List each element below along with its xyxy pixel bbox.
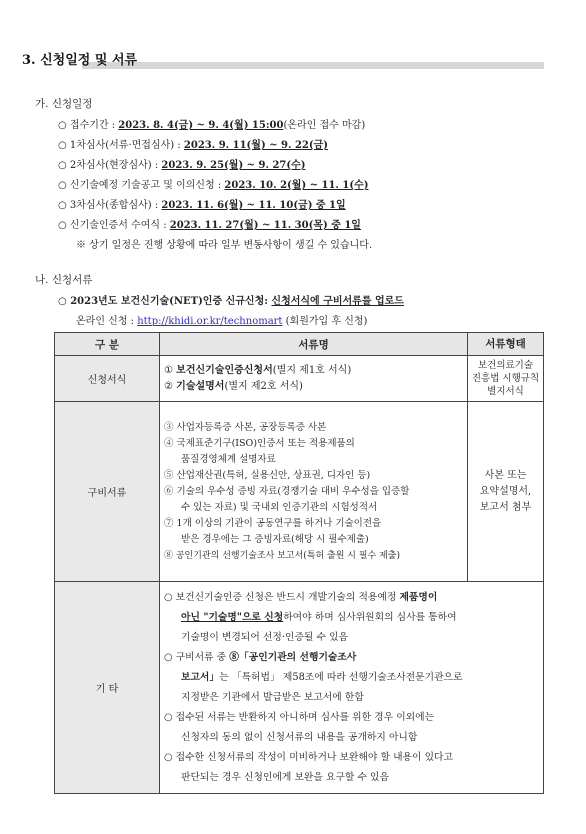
schedule-item bbox=[58, 196, 346, 211]
schedule-item bbox=[58, 216, 361, 231]
note-line: 신청자의 동의 없이 신청서류의 내용을 공개하지 아니함 bbox=[181, 731, 418, 743]
note-line: 판단되는 경우 신청인에게 보완을 요구할 수 있음 bbox=[181, 771, 389, 783]
doc-item: ⑤ 산업재산권(특허, 실용신안, 상표권, 디자인 등) bbox=[164, 469, 371, 481]
table-header-category: 구 분 bbox=[55, 333, 160, 356]
note-emphasis: 아닌 "기술명"으로 신청 bbox=[181, 611, 284, 623]
note-line: ○ 접수한 신청서류의 작성이 미비하거나 보완해야 할 내용이 있다고 bbox=[164, 751, 453, 763]
online-apply-prefix: 온라인 신청 : bbox=[76, 316, 138, 327]
note-line bbox=[164, 668, 539, 688]
note-emphasis: 제품명이 bbox=[399, 591, 438, 603]
row-category: 신청서식 bbox=[55, 356, 160, 402]
section-title: 3. 신청일정 및 서류 bbox=[22, 53, 138, 68]
note-line: 지정받은 기관에서 발급받은 보고서에 한함 bbox=[181, 691, 364, 703]
doc-item: 품질경영체계 설명자료 bbox=[181, 453, 276, 465]
schedule-item bbox=[58, 156, 305, 171]
form-line: 보고서 첨부 bbox=[479, 501, 532, 513]
table-header-form: 서류형태 bbox=[468, 333, 544, 356]
note-emphasis: 보고서」 bbox=[181, 671, 220, 683]
doc-item-title: 보건신기술인증신청서 bbox=[176, 364, 273, 376]
note-line bbox=[164, 648, 539, 668]
doc-item-num: ① bbox=[164, 364, 177, 376]
section-title-underbar bbox=[82, 62, 544, 69]
doc-item: 수 있는 자료) 및 국내외 인증기관의 시험성적서 bbox=[181, 501, 378, 513]
row-form bbox=[468, 402, 544, 582]
schedule-item-label: ○ 신기술인증서 수여식 : bbox=[58, 220, 170, 231]
table-row bbox=[55, 356, 544, 402]
table-header-row bbox=[55, 333, 544, 356]
note-text: 는 「특허법」 제58조에 따라 선행기술조사전문기관으로 bbox=[219, 671, 463, 683]
documents-table bbox=[54, 332, 544, 794]
online-apply-line bbox=[76, 312, 367, 327]
schedule-item-date: 2023. 11. 6(월) ~ 11. 10(금) 중 1일 bbox=[161, 200, 346, 211]
note-text: ○ 구비서류 중 bbox=[164, 651, 230, 663]
doc-item: ⑧ 공인기관의 선행기술조사 보고서(특허 출원 시 필수 제출) bbox=[164, 550, 401, 561]
note-text: ○ 보건신기술인증 신청은 반드시 개발기술의 적용예정 bbox=[164, 591, 400, 603]
schedule-item bbox=[58, 116, 365, 131]
documents-intro bbox=[58, 292, 404, 307]
doc-item-num: ② bbox=[164, 380, 177, 392]
row-notes bbox=[160, 582, 544, 794]
note-line: 기술명이 변경되어 선정·인증될 수 있음 bbox=[181, 631, 348, 643]
note-text: 하여야 하며 심사위원회의 심사를 통하여 bbox=[283, 611, 457, 623]
row-documents bbox=[160, 356, 468, 402]
form-line: 요약설명서, bbox=[479, 485, 532, 497]
schedule-item-suffix: (온라인 접수 마감) bbox=[283, 120, 366, 131]
note-line: ○ 접수된 서류는 반환하지 아니하며 심사를 위한 경우 이외에는 bbox=[164, 711, 435, 723]
form-line: 사본 또는 bbox=[484, 469, 527, 481]
schedule-item-date: 2023. 9. 25(월) ~ 9. 27(수) bbox=[161, 160, 306, 171]
note-emphasis: ⑧「공인기관의 선행기술조사 bbox=[229, 651, 357, 663]
schedule-item-label: ○ 신기술예정 기술공고 및 이의신청 : bbox=[58, 180, 225, 191]
documents-heading: 나. 신청서류 bbox=[35, 274, 93, 286]
schedule-heading: 가. 신청일정 bbox=[35, 98, 93, 110]
doc-item: ③ 사업자등록증 사본, 공장등록증 사본 bbox=[164, 421, 327, 433]
schedule-item-label: ○ 2차심사(현장심사) : bbox=[58, 160, 162, 171]
online-apply-link[interactable]: http://khidi.or.kr/technomart bbox=[137, 316, 283, 327]
schedule-item-date: 2023. 11. 27(월) ~ 11. 30(목) 중 1일 bbox=[169, 220, 361, 231]
doc-item-note: (별지 제1호 서식) bbox=[272, 364, 352, 376]
schedule-item bbox=[58, 176, 368, 191]
doc-item-title: 기술설명서 bbox=[176, 380, 225, 392]
doc-item bbox=[164, 363, 463, 379]
schedule-item-date: 2023. 9. 11(월) ~ 9. 22(금) bbox=[183, 140, 328, 151]
doc-item: ④ 국제표준기구(ISO)인증서 또는 적용제품의 bbox=[164, 437, 355, 449]
doc-item-note: (별지 제2호 서식) bbox=[224, 380, 303, 392]
row-form bbox=[468, 356, 544, 402]
schedule-item-label: ○ 접수기간 : bbox=[58, 120, 119, 131]
schedule-item-label: ○ 3차심사(종합심사) : bbox=[58, 200, 162, 211]
row-category: 구비서류 bbox=[55, 402, 160, 582]
note-line bbox=[164, 608, 539, 628]
note-line bbox=[164, 588, 539, 608]
row-documents bbox=[160, 402, 468, 582]
doc-item: ⑦ 1개 이상의 기관이 공동연구를 하거나 기술이전을 bbox=[164, 517, 382, 529]
schedule-note: ※ 상기 일정은 진행 상황에 따라 일부 변동사항이 생길 수 있습니다. bbox=[76, 240, 373, 251]
schedule-item-date: 2023. 8. 4(금) ~ 9. 4(월) 15:00 bbox=[118, 120, 284, 131]
online-apply-suffix: (회원가입 후 신청) bbox=[282, 316, 368, 327]
form-line: 보건의료기술 bbox=[477, 360, 534, 371]
table-row bbox=[55, 402, 544, 582]
table-row bbox=[55, 582, 544, 794]
form-line: 진흥법 시행규칙 bbox=[471, 373, 540, 384]
row-category: 기 타 bbox=[55, 582, 160, 794]
doc-item: ⑥ 기술의 우수성 증빙 자료(경쟁기술 대비 우수성을 입증할 bbox=[164, 485, 410, 497]
doc-item bbox=[164, 379, 463, 395]
table-header-document: 서류명 bbox=[160, 333, 468, 356]
schedule-item-date: 2023. 10. 2(월) ~ 11. 1(수) bbox=[224, 180, 369, 191]
schedule-item-label: ○ 1차심사(서류·면접심사) : bbox=[58, 140, 184, 151]
form-line: 별지서식 bbox=[487, 386, 524, 397]
schedule-item bbox=[58, 136, 328, 151]
documents-intro-prefix: ○ 2023년도 보건신기술(NET)인증 신규신청: bbox=[58, 296, 272, 307]
documents-intro-underlined: 신청서식에 구비서류를 업로드 bbox=[271, 296, 404, 307]
doc-item: 받은 경우에는 그 증빙자료(해당 시 필수제출) bbox=[181, 533, 369, 545]
